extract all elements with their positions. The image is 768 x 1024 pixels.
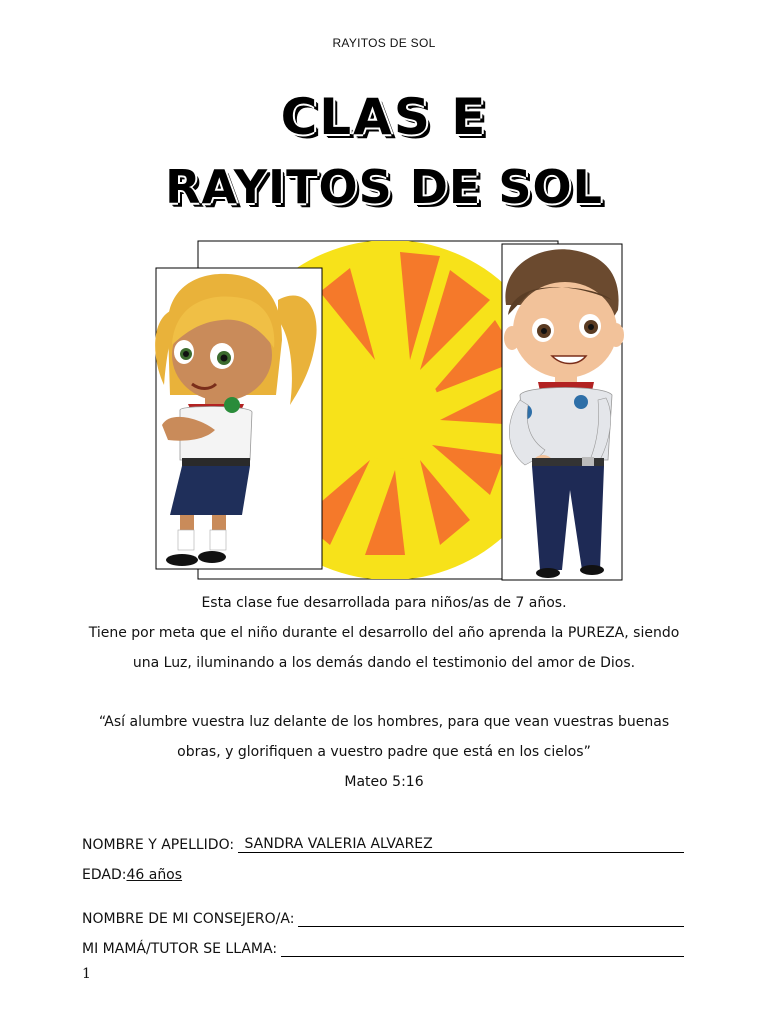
verse-reference: Mateo 5:16 [344, 774, 424, 790]
counselor-label: NOMBRE DE MI CONSEJERO/A: [82, 911, 295, 927]
mother-label: MI MAMÁ/TUTOR SE LLAMA: [82, 941, 278, 957]
age-field[interactable]: 46 años [126, 867, 183, 883]
girl-illustration [155, 268, 322, 569]
age-row [82, 867, 684, 883]
verse-line-2: obras, y glorifiquen a vuestro padre que está en los cielos” [177, 744, 591, 760]
name-row [82, 836, 684, 853]
sun-image [198, 240, 560, 580]
verse-line-1: “Así alumbre vuestra luz delante de los hombres, para que vean vuestras buenas [98, 714, 670, 730]
title-line-2: RAYITOS DE SOL [165, 160, 603, 214]
title-line-1: CLAS E [280, 88, 488, 146]
bible-verse [60, 707, 708, 797]
boy-illustration [502, 244, 624, 580]
intro-line-3: una Luz, iluminando a los demás dando el testimonio del amor de Dios. [132, 655, 636, 671]
age-label: EDAD: [82, 867, 127, 883]
counselor-row [82, 910, 684, 927]
intro-paragraph [60, 588, 708, 678]
name-label: NOMBRE Y APELLIDO: [82, 837, 235, 853]
running-header: RAYITOS DE SOL [332, 36, 436, 50]
intro-line-1: Esta clase fue desarrollada para niños/as de 7 años. [201, 595, 567, 611]
name-field[interactable]: SANDRA VALERIA ALVAREZ [238, 836, 684, 853]
intro-line-2: Tiene por meta que el niño durante el desarrollo del año aprenda la PUREZA, siendo [88, 625, 680, 641]
page-number: 1 [82, 966, 91, 982]
mother-field[interactable] [281, 940, 684, 957]
counselor-field[interactable] [298, 910, 684, 927]
mother-row [82, 940, 684, 957]
